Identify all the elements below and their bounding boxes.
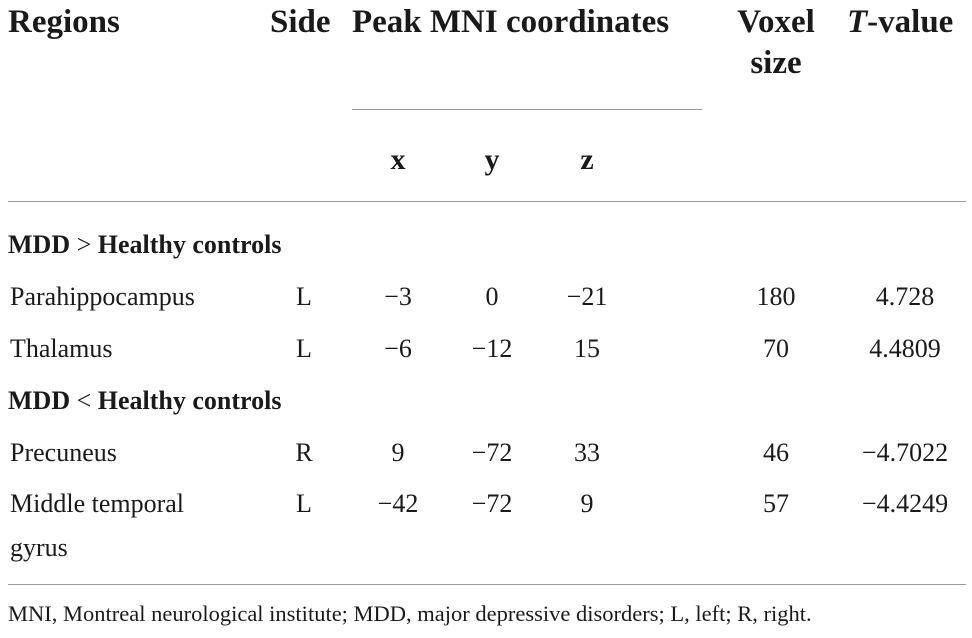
row-y: −12 bbox=[471, 334, 513, 363]
header-t-italic: T bbox=[847, 4, 868, 40]
header-y: y bbox=[484, 143, 500, 176]
row-region: Middle temporal bbox=[10, 489, 185, 518]
row-y: 0 bbox=[485, 282, 499, 311]
row-z: 15 bbox=[574, 334, 600, 363]
row-t-value: −4.4249 bbox=[861, 489, 949, 518]
row-t-value: 4.728 bbox=[875, 282, 935, 311]
header-voxel-line2: size bbox=[750, 45, 802, 81]
row-x: −3 bbox=[384, 282, 412, 311]
row-voxel: 70 bbox=[763, 334, 789, 363]
row-y: −72 bbox=[471, 438, 513, 467]
row-side: R bbox=[295, 438, 313, 467]
row-region: Precuneus bbox=[10, 438, 117, 467]
row-side: L bbox=[296, 334, 312, 363]
row-y: −72 bbox=[471, 489, 513, 518]
header-voxel-line1: Voxel bbox=[737, 4, 815, 40]
row-region: Parahippocampus bbox=[10, 282, 195, 311]
row-z: 9 bbox=[580, 489, 594, 518]
group-2-label-a: MDD bbox=[8, 386, 71, 415]
row-x: −6 bbox=[384, 334, 412, 363]
row-voxel: 46 bbox=[763, 438, 789, 467]
header-side: Side bbox=[270, 4, 331, 40]
row-z: −21 bbox=[566, 282, 608, 311]
mni-span-rule bbox=[352, 109, 702, 110]
header-rule bbox=[8, 201, 966, 202]
row-x: 9 bbox=[391, 438, 405, 467]
header-x: x bbox=[390, 143, 406, 176]
group-2-label-b: Healthy controls bbox=[97, 386, 282, 415]
row-voxel: 57 bbox=[763, 489, 789, 518]
row-region: Thalamus bbox=[10, 334, 113, 363]
group-1-op: > bbox=[76, 230, 92, 259]
group-heading-2 bbox=[8, 388, 281, 414]
header-regions: Regions bbox=[8, 4, 120, 40]
row-side: L bbox=[296, 489, 312, 518]
group-2-op: < bbox=[76, 386, 92, 415]
row-region-line2: gyrus bbox=[10, 533, 68, 562]
row-x: −42 bbox=[377, 489, 419, 518]
row-voxel: 180 bbox=[756, 282, 796, 311]
header-t-rest: -value bbox=[867, 4, 954, 40]
header-peak-mni: Peak MNI coordinates bbox=[352, 4, 670, 40]
row-side: L bbox=[296, 282, 312, 311]
row-z: 33 bbox=[574, 438, 600, 467]
header-t-value bbox=[847, 6, 953, 39]
footer-rule bbox=[8, 584, 966, 585]
table-footnote: MNI, Montreal neurological institute; MDD, major depressive disorders; L, left; R, right. bbox=[8, 601, 812, 626]
group-1-label-b: Healthy controls bbox=[97, 230, 282, 259]
row-t-value: −4.7022 bbox=[861, 438, 949, 467]
group-heading-1 bbox=[8, 232, 281, 258]
group-1-label-a: MDD bbox=[8, 230, 71, 259]
row-t-value: 4.4809 bbox=[869, 334, 941, 363]
header-z: z bbox=[580, 143, 594, 176]
